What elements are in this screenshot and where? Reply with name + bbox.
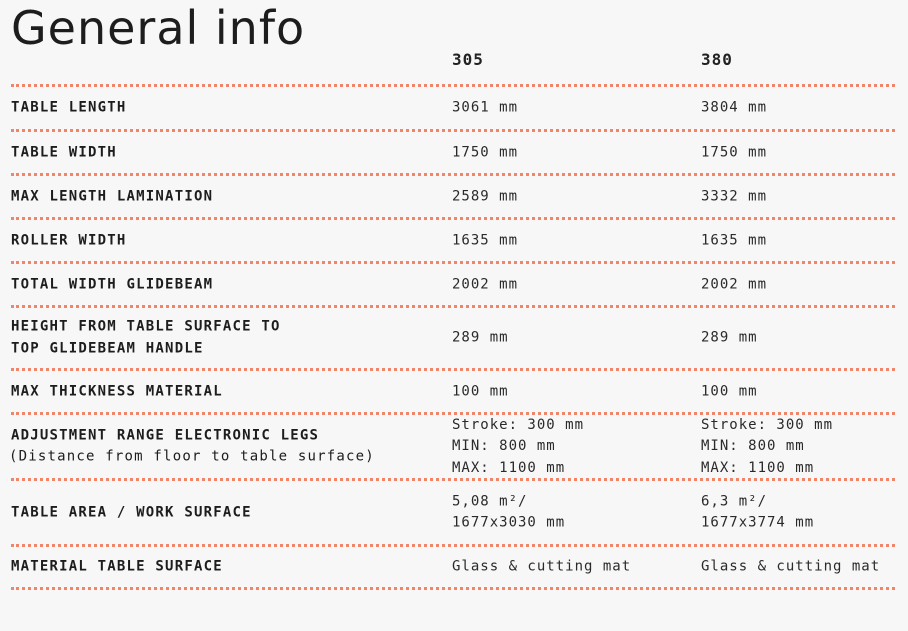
value-380: 2002 mm	[701, 275, 768, 292]
spec-row	[11, 173, 895, 217]
spec-label: TABLE WIDTH	[11, 143, 117, 160]
spec-label: MAX THICKNESS MATERIAL	[11, 382, 223, 399]
spec-row	[11, 261, 895, 305]
spec-row	[11, 305, 895, 368]
value-380: 6,3 m²/ 1677x3774 mm	[701, 493, 815, 531]
value-305: 2002 mm	[452, 275, 519, 292]
page-title: General info	[11, 1, 306, 55]
spec-row	[11, 217, 895, 261]
spec-label: MAX LENGTH LAMINATION	[11, 187, 214, 204]
spec-table	[11, 84, 895, 590]
column-header-380: 380	[701, 50, 733, 69]
value-305: Stroke: 300 mm MIN: 800 mm MAX: 1100 mm	[452, 416, 585, 476]
value-380: Glass & cutting mat	[701, 558, 881, 575]
spec-label: TOTAL WIDTH GLIDEBEAM	[11, 275, 214, 292]
spec-label: ROLLER WIDTH	[11, 231, 127, 248]
value-305: 5,08 m²/ 1677x3030 mm	[452, 493, 566, 531]
spec-label: ADJUSTMENT RANGE ELECTRONIC LEGS (Distance from floor to table surface)	[11, 425, 375, 468]
spec-label: HEIGHT FROM TABLE SURFACE TO TOP GLIDEBEAM HANDLE	[11, 318, 281, 356]
value-380: 3804 mm	[701, 99, 768, 116]
value-305: 3061 mm	[452, 99, 519, 116]
spec-label: TABLE LENGTH	[11, 99, 127, 116]
value-305: Glass & cutting mat	[452, 558, 632, 575]
value-305: 2589 mm	[452, 187, 519, 204]
value-305: 100 mm	[452, 382, 509, 399]
spec-row	[11, 129, 895, 173]
value-305: 1635 mm	[452, 231, 519, 248]
value-305: 1750 mm	[452, 143, 519, 160]
value-380: 1635 mm	[701, 231, 768, 248]
spec-row	[11, 412, 895, 478]
spec-row	[11, 368, 895, 412]
column-header-305: 305	[452, 50, 484, 69]
spec-row	[11, 84, 895, 129]
value-380: 1750 mm	[701, 143, 768, 160]
value-380: 100 mm	[701, 382, 758, 399]
value-380: Stroke: 300 mm MIN: 800 mm MAX: 1100 mm	[701, 416, 834, 476]
value-380: 289 mm	[701, 329, 758, 346]
spec-row	[11, 478, 895, 544]
value-305: 289 mm	[452, 329, 509, 346]
spec-row	[11, 544, 895, 590]
spec-label: MATERIAL TABLE SURFACE	[11, 558, 223, 575]
spec-sublabel: (Distance from floor to table surface)	[9, 448, 375, 465]
value-380: 3332 mm	[701, 187, 768, 204]
spec-label: TABLE AREA / WORK SURFACE	[11, 503, 252, 520]
